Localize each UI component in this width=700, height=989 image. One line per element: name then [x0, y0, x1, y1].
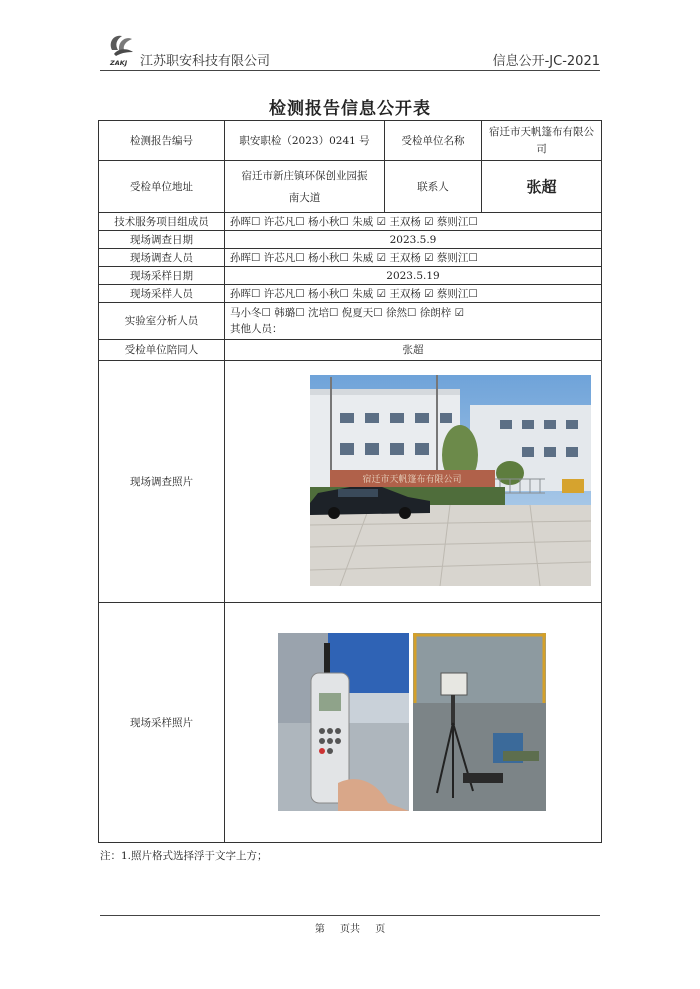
page-footer: [0, 920, 700, 935]
unit-name-label: 受检单位名称: [385, 121, 482, 161]
surveyors-label: 现场调查人员: [99, 249, 225, 267]
sampling-date-label: 现场采样日期: [99, 267, 225, 285]
table-row: [99, 267, 602, 285]
survey-photo-label: 现场调查照片: [99, 361, 225, 603]
page-end: 页: [375, 924, 386, 935]
table-row: [99, 231, 602, 249]
address-label: 受检单位地址: [99, 161, 225, 213]
page-title: 检测报告信息公开表: [269, 99, 431, 119]
table-row: [99, 161, 602, 213]
company-logo: [106, 32, 136, 68]
survey-photo-cell: [225, 361, 602, 603]
survey-date-label: 现场调查日期: [99, 231, 225, 249]
team-label: 技术服务项目组成员: [99, 213, 225, 231]
document-code: 信息公开-JC-2021: [492, 54, 600, 69]
table-row: [99, 303, 602, 340]
footer-divider: [100, 915, 600, 916]
table-row: [99, 213, 602, 231]
samplers-label: 现场采样人员: [99, 285, 225, 303]
table-row: [99, 340, 602, 361]
lab-value: [225, 303, 602, 340]
header-divider: [100, 70, 600, 71]
lab-label: 实验室分析人员: [99, 303, 225, 340]
table-row: [99, 121, 602, 161]
surveyors-value: 孙晖☐ 许芯凡☐ 杨小秋☐ 朱威 ☑ 王双杨 ☑ 蔡则江☐: [225, 249, 602, 267]
lab-staff-line: 马小冬☐ 韩璐☐ 沈培☐ 倪夏天☐ 徐然☐ 徐朗梓 ☑: [230, 307, 465, 319]
table-row: [99, 361, 602, 603]
sampling-photo-cell: [225, 603, 602, 843]
table-row: [99, 285, 602, 303]
table-row: [99, 603, 602, 843]
gate-sign: 宿迁市天帆篷布有限公司: [362, 475, 462, 485]
contact-label: 联系人: [385, 161, 482, 213]
sampling-photo-label: 现场采样照片: [99, 603, 225, 843]
logo-text: ZAKJ: [110, 59, 128, 67]
address-value: 宿迁市新庄镇环保创业园振南大道: [225, 161, 385, 213]
contact-value: 张超: [482, 161, 602, 213]
team-value: 孙晖☐ 许芯凡☐ 杨小秋☐ 朱威 ☑ 王双杨 ☑ 蔡则江☐: [225, 213, 602, 231]
report-no-label: 检测报告编号: [99, 121, 225, 161]
lab-other-line: 其他人员：: [230, 323, 283, 335]
factory-photo: [310, 375, 591, 586]
survey-date-value: 2023.5.9: [225, 231, 602, 249]
company-name: 江苏职安科技有限公司: [140, 54, 271, 69]
info-table: [98, 120, 602, 843]
page-label: 第: [314, 924, 325, 935]
sampling-pump-photo: [413, 633, 546, 811]
escort-value: 张超: [225, 340, 602, 361]
samplers-value: 孙晖☐ 许芯凡☐ 杨小秋☐ 朱威 ☑ 王双杨 ☑ 蔡则江☐: [225, 285, 602, 303]
report-no-value: 职安职检（2023）0241 号: [225, 121, 385, 161]
escort-label: 受检单位陪同人: [99, 340, 225, 361]
sound-meter-photo: [278, 633, 409, 811]
table-row: [99, 249, 602, 267]
footnote: 注：1.照片格式选择浮于文字上方；: [100, 850, 268, 862]
page-mid: 页共: [340, 924, 360, 935]
unit-name-value: 宿迁市天帆篷布有限公司: [482, 121, 602, 161]
page-header: [100, 30, 600, 70]
sampling-date-value: 2023.5.19: [225, 267, 602, 285]
